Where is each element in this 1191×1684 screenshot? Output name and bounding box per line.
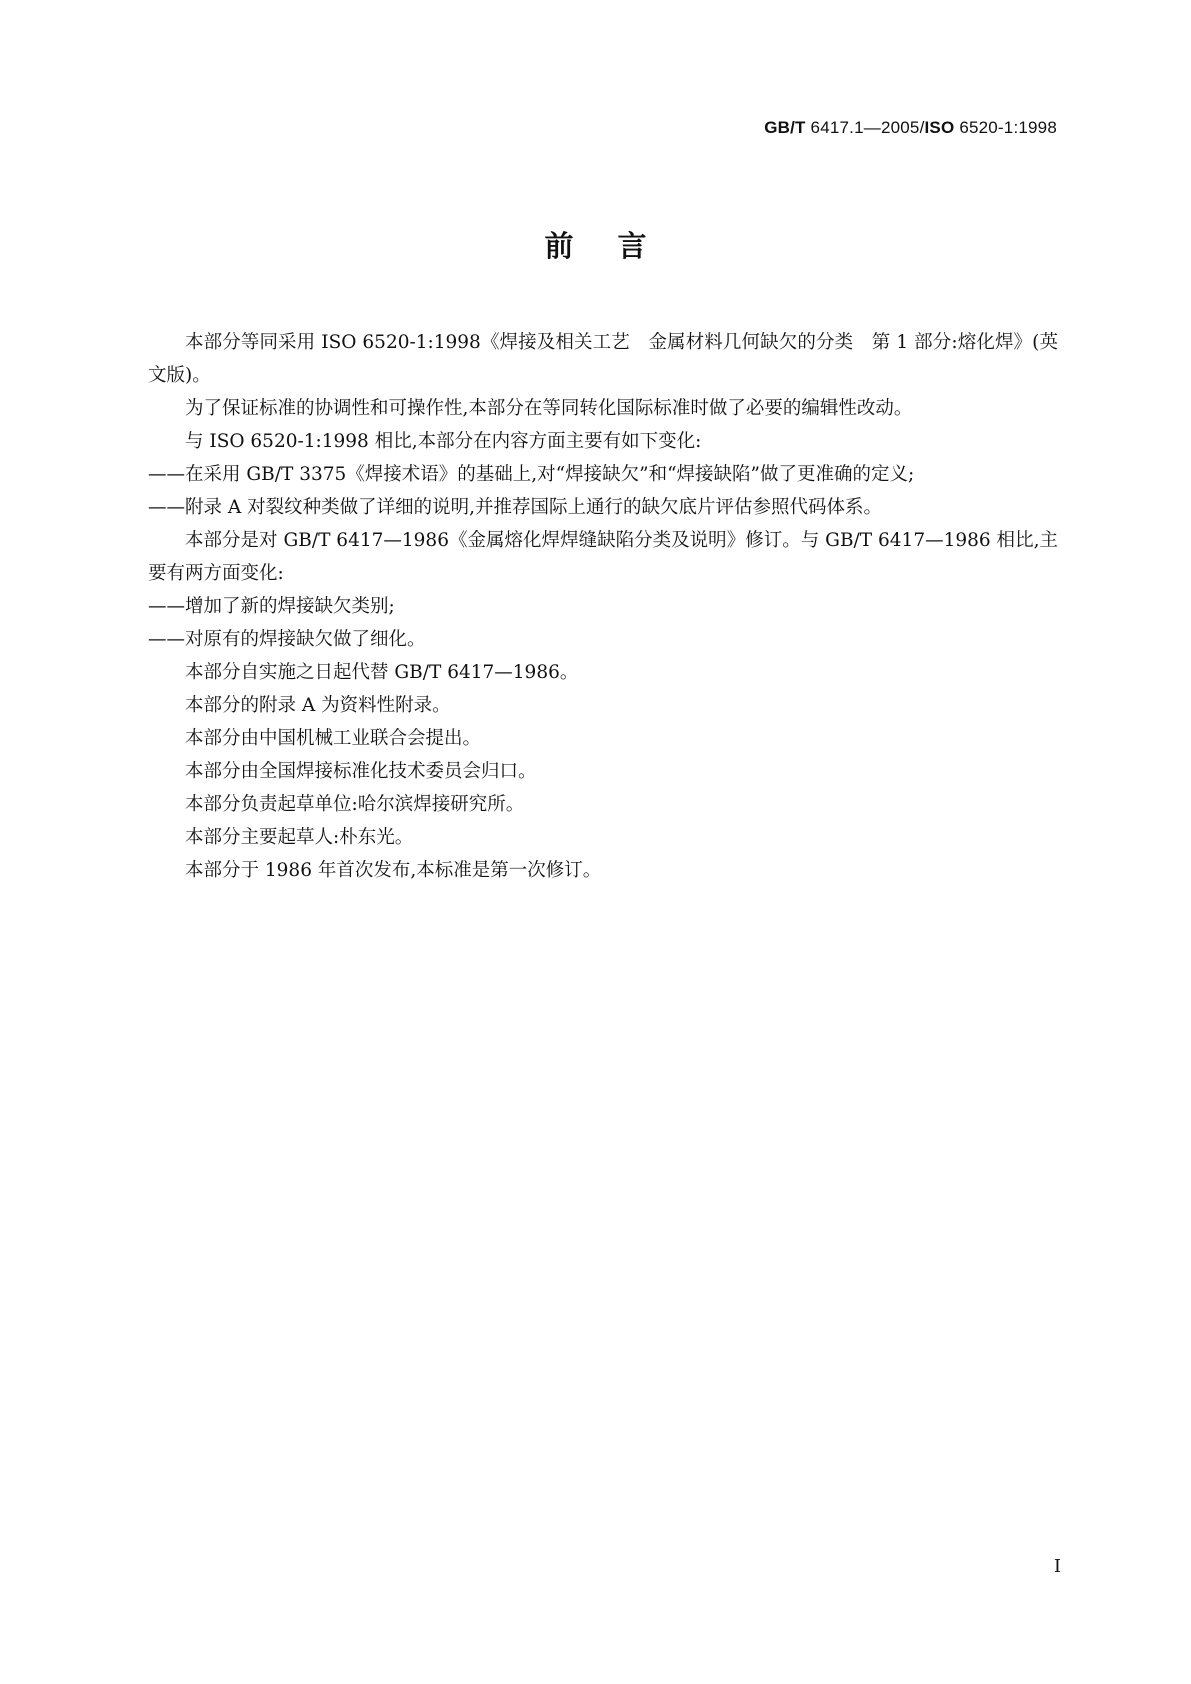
paragraph-editorial-changes: 为了保证标准的协调性和可操作性,本部分在等同转化国际标准时做了必要的编辑性改动。	[185, 398, 913, 419]
paragraph-comparison-iso: 与 ISO 6520-1:1998 相比,本部分在内容方面主要有如下变化:	[185, 431, 702, 452]
paragraph-annex-informative: 本部分的附录 A 为资料性附录。	[185, 695, 451, 716]
standard-code-iso-number: 6520-1:1998	[954, 118, 1057, 137]
page-title: 前言	[544, 229, 691, 263]
list-item-refinement: ——对原有的焊接缺欠做了细化。	[148, 629, 426, 650]
paragraph-replaces: 本部分自实施之日起代替 GB/T 6417—1986。	[185, 662, 579, 683]
standard-code-gbt: GB/T	[764, 118, 806, 137]
list-item-new-categories: ——增加了新的焊接缺欠类别;	[148, 596, 395, 617]
standard-code-number: 6417.1—2005/	[805, 118, 925, 137]
paragraph-drafter: 本部分主要起草人:朴东光。	[185, 827, 414, 848]
standard-code-header	[764, 118, 1057, 138]
paragraph-drafting-unit: 本部分负责起草单位:哈尔滨焊接研究所。	[185, 794, 525, 815]
list-item-annex-a-change: ——附录 A 对裂纹种类做了详细的说明,并推荐国际上通行的缺欠底片评估参照代码体系。	[148, 497, 883, 518]
paragraph-adoption: 本部分等同采用 ISO 6520-1:1998《焊接及相关工艺 金属材料几何缺欠的分类 第 1 部分:熔化焊》(英文版)。	[148, 332, 1058, 386]
paragraph-revision: 本部分是对 GB/T 6417—1986《金属熔化焊焊缝缺陷分类及说明》修订。与 GB/T 6417—1986 相比,主要有两方面变化:	[148, 530, 1058, 584]
paragraph-centralized-by: 本部分由全国焊接标准化技术委员会归口。	[185, 761, 537, 782]
paragraph-history: 本部分于 1986 年首次发布,本标准是第一次修订。	[185, 860, 602, 881]
preface-body	[148, 326, 1058, 887]
list-item-definition-change: ——在采用 GB/T 3375《焊接术语》的基础上,对“焊接缺欠”和“焊接缺陷”做了更准确的定义;	[148, 464, 915, 485]
paragraph-proposed-by: 本部分由中国机械工业联合会提出。	[185, 728, 482, 749]
standard-code-iso: ISO	[924, 118, 955, 137]
page-number: I	[1053, 1556, 1061, 1577]
